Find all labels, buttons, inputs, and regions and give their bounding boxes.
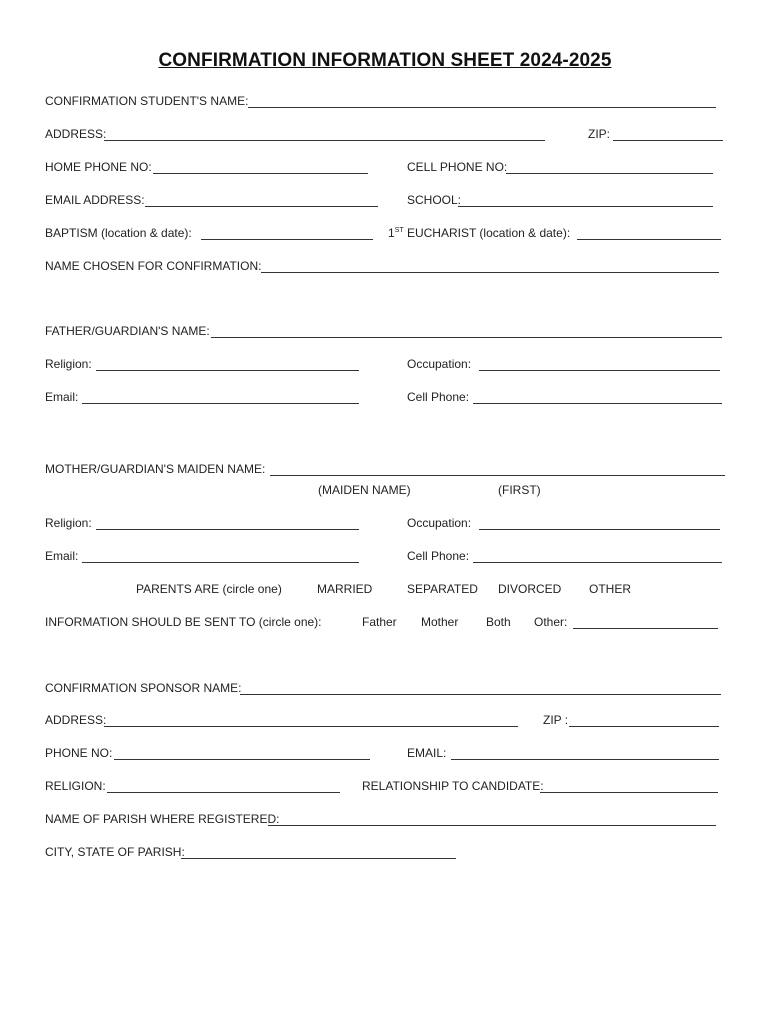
- form-title: CONFIRMATION INFORMATION SHEET 2024-2025: [158, 50, 612, 71]
- first-name-caption: (FIRST): [498, 483, 541, 497]
- send-other-field[interactable]: [573, 628, 718, 629]
- sponsor-address-field[interactable]: [104, 726, 518, 727]
- mother-religion-label: Religion:: [45, 516, 92, 530]
- sponsor-email-label: EMAIL:: [407, 746, 447, 760]
- send-option-father[interactable]: Father: [362, 615, 397, 629]
- student-zip-field[interactable]: [613, 140, 723, 141]
- sponsor-address-label: ADDRESS:: [45, 713, 107, 727]
- email-address-label: EMAIL ADDRESS:: [45, 193, 145, 207]
- email-address-field[interactable]: [145, 206, 378, 207]
- eucharist-field[interactable]: [577, 239, 721, 240]
- sponsor-religion-label: RELIGION:: [45, 779, 106, 793]
- student-name-label: CONFIRMATION STUDENT'S NAME:: [45, 94, 249, 108]
- father-cell-label: Cell Phone:: [407, 390, 470, 404]
- status-option-married[interactable]: MARRIED: [317, 582, 373, 596]
- city-state-field[interactable]: [181, 858, 456, 859]
- parents-status-label: PARENTS ARE (circle one): [136, 582, 282, 596]
- sponsor-phone-field[interactable]: [114, 759, 370, 760]
- status-option-divorced[interactable]: DIVORCED: [498, 582, 562, 596]
- send-other-label: Other:: [534, 615, 568, 629]
- school-label: SCHOOL:: [407, 193, 462, 207]
- status-option-other[interactable]: OTHER: [589, 582, 631, 596]
- sponsor-name-field[interactable]: [240, 694, 721, 695]
- mother-email-label: Email:: [45, 549, 79, 563]
- sponsor-zip-label: ZIP :: [543, 713, 569, 727]
- sponsor-zip-field[interactable]: [569, 726, 719, 727]
- student-address-field[interactable]: [104, 140, 545, 141]
- father-cell-field[interactable]: [473, 403, 722, 404]
- send-option-both[interactable]: Both: [486, 615, 511, 629]
- sponsor-email-field[interactable]: [451, 759, 719, 760]
- father-occupation-field[interactable]: [479, 370, 720, 371]
- confirmation-name-field[interactable]: [261, 272, 719, 273]
- father-name-label: FATHER/GUARDIAN'S NAME:: [45, 324, 210, 338]
- confirmation-name-label: NAME CHOSEN FOR CONFIRMATION:: [45, 259, 262, 273]
- father-email-field[interactable]: [82, 403, 359, 404]
- cell-phone-field[interactable]: [506, 173, 713, 174]
- status-option-separated[interactable]: SEPARATED: [407, 582, 478, 596]
- eucharist-label: 1ST EUCHARIST (location & date):: [388, 226, 571, 240]
- maiden-name-caption: (MAIDEN NAME): [318, 483, 411, 497]
- mother-religion-field[interactable]: [96, 529, 359, 530]
- send-option-mother[interactable]: Mother: [421, 615, 459, 629]
- father-religion-label: Religion:: [45, 357, 92, 371]
- cell-phone-label: CELL PHONE NO:: [407, 160, 508, 174]
- home-phone-label: HOME PHONE NO:: [45, 160, 152, 174]
- send-info-label: INFORMATION SHOULD BE SENT TO (circle one):: [45, 615, 322, 629]
- baptism-field[interactable]: [201, 239, 373, 240]
- baptism-label: BAPTISM (location & date):: [45, 226, 192, 240]
- school-field[interactable]: [458, 206, 713, 207]
- father-email-label: Email:: [45, 390, 79, 404]
- mother-occupation-field[interactable]: [479, 529, 720, 530]
- sponsor-relationship-label: RELATIONSHIP TO CANDIDATE:: [362, 779, 544, 793]
- parish-label: NAME OF PARISH WHERE REGISTERED:: [45, 812, 280, 826]
- mother-occupation-label: Occupation:: [407, 516, 472, 530]
- parish-field[interactable]: [268, 825, 716, 826]
- mother-cell-label: Cell Phone:: [407, 549, 470, 563]
- mother-cell-field[interactable]: [473, 562, 722, 563]
- sponsor-relationship-field[interactable]: [540, 792, 718, 793]
- city-state-label: CITY, STATE OF PARISH:: [45, 845, 185, 859]
- father-name-field[interactable]: [211, 337, 722, 338]
- home-phone-field[interactable]: [153, 173, 368, 174]
- father-occupation-label: Occupation:: [407, 357, 472, 371]
- student-name-field[interactable]: [248, 107, 716, 108]
- sponsor-religion-field[interactable]: [107, 792, 340, 793]
- mother-name-label: MOTHER/GUARDIAN'S MAIDEN NAME:: [45, 462, 266, 476]
- mother-name-field[interactable]: [270, 475, 725, 476]
- sponsor-phone-label: PHONE NO:: [45, 746, 113, 760]
- mother-email-field[interactable]: [82, 562, 359, 563]
- father-religion-field[interactable]: [96, 370, 359, 371]
- sponsor-name-label: CONFIRMATION SPONSOR NAME:: [45, 681, 242, 695]
- student-address-label: ADDRESS:: [45, 127, 107, 141]
- student-zip-label: ZIP:: [588, 127, 611, 141]
